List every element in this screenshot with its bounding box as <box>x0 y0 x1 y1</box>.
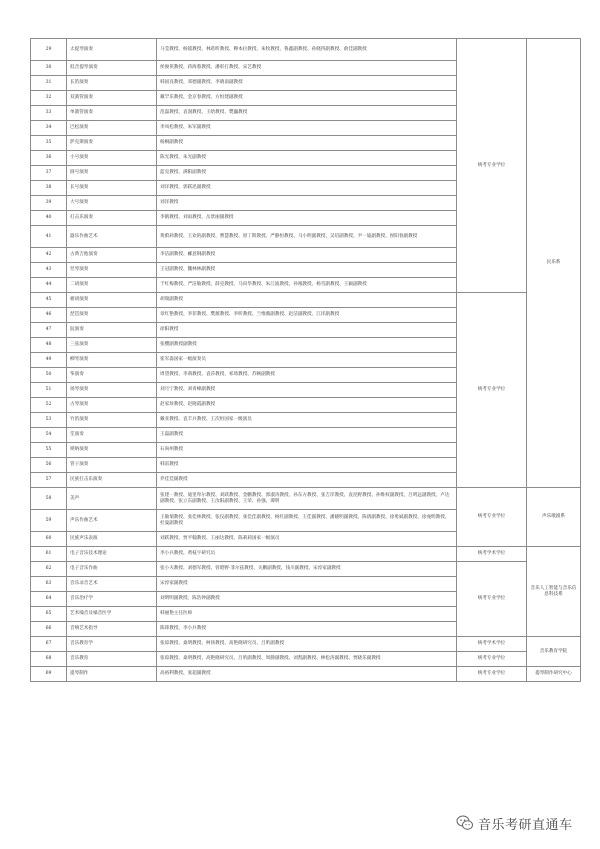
row-number: 62 <box>31 562 67 577</box>
row-number: 64 <box>31 592 67 607</box>
supervisors: 赵家珍教授、赵晓霞副教授 <box>157 398 457 413</box>
research-direction: 音响艺术指导 <box>67 622 157 637</box>
research-direction: 筝演奏 <box>67 368 157 383</box>
row-number: 66 <box>31 622 67 637</box>
supervisors: 马莹教授、杨镭教授、林希昕教授、穆本拉教授、朱牧教授、鲁鑫副教授、孙晓四副教授、俞佳副教授 <box>157 39 457 61</box>
research-direction: 唢呐演奏 <box>67 443 157 458</box>
supervisors: 韩国良教授、邓德副教授、李晓南副教授 <box>157 76 457 91</box>
supervisors: 刘洋教授、郭跃迅副教授 <box>157 181 457 196</box>
research-direction: 柳琴演奏 <box>67 353 157 368</box>
supervisors: 周望教授、李萌教授、袁莎教授、祁琦教授、苏畅副教授 <box>157 368 457 383</box>
department: 提琴制作研究中心 <box>527 667 581 682</box>
research-direction: 民族打击乐演奏 <box>67 473 157 488</box>
row-number: 68 <box>31 652 67 667</box>
research-direction: 长号演奏 <box>67 181 157 196</box>
row-number: 51 <box>31 383 67 398</box>
supervisors: 乔佳佳副教授 <box>157 473 457 488</box>
supervisors: 戴亚教授、袁丰兵教授、王次恒国家一级演员 <box>157 413 457 428</box>
degree-type: 统考专业学位 <box>457 488 527 547</box>
row-number: 42 <box>31 248 67 263</box>
research-direction: 长笛演奏 <box>67 76 157 91</box>
row-number: 41 <box>31 226 67 248</box>
research-direction: 民族声乐表演 <box>67 532 157 547</box>
row-number: 38 <box>31 181 67 196</box>
row-number: 59 <box>31 510 67 532</box>
supervisors: 李凤松教授、朱军副教授 <box>157 121 457 136</box>
supervisors: 黄蔚莉教授、王欢的副教授、曹慧教授、原丁斯教授、严静恒教授、马小明副教授、吴培副教授、尹一迪副教授、侯阳春副教授 <box>157 226 457 248</box>
supervisors: 张琼教授、桑明教授、高艳晓研究员、吕昕副教授、周静副教授、刘凯副教授、林松涛副教授、贾晓乐副教授 <box>157 652 457 667</box>
row-number: 34 <box>31 121 67 136</box>
supervisors: 王磊副教授 <box>157 428 457 443</box>
row-number: 58 <box>31 488 67 510</box>
supervisors: 蓝克教授、满阳副教授 <box>157 166 457 181</box>
row-number: 50 <box>31 368 67 383</box>
degree-type: 统考专业学位 <box>457 667 527 682</box>
research-direction: 音乐录音艺术 <box>67 577 157 592</box>
supervisors: 张琼教授、桑明教授、柯扬教授、高艳晓研究员、吕昕副教授 <box>157 637 457 652</box>
department: 声乐歌剧系 <box>527 488 581 547</box>
row-number: 32 <box>31 91 67 106</box>
table-row <box>31 293 581 308</box>
supervisors: 王敏瑞教授、张佳林教授、张仪副教授、张佳佳副教授、杨红副教授、王佳副教授、潘晓明副教授、陈倩副教授、徐勇斌副教授、徐虔明教授、杜曼副教授 <box>157 510 457 532</box>
row-number: 65 <box>31 607 67 622</box>
research-direction: 器乐作曲艺术 <box>67 226 157 248</box>
row-number: 47 <box>31 323 67 338</box>
research-direction: 二胡演奏 <box>67 278 157 293</box>
research-direction: 打击乐演奏 <box>67 211 157 226</box>
table-row <box>31 547 581 562</box>
research-direction: 巴松演奏 <box>67 121 157 136</box>
research-direction: 单簧管演奏 <box>67 106 157 121</box>
department: 音乐教育学院 <box>527 637 581 667</box>
row-number: 53 <box>31 413 67 428</box>
degree-type: 统考学术学位 <box>457 637 527 652</box>
research-direction: 音乐教育 <box>67 652 157 667</box>
research-direction: 三弦演奏 <box>67 338 157 353</box>
row-number: 48 <box>31 338 67 353</box>
supervisors: 高裕利教授、张超副教授 <box>157 667 457 682</box>
row-number: 35 <box>31 136 67 151</box>
supervisors: 韩雷教授 <box>157 458 457 473</box>
supervisors: 刘跃教授、贾平翰教授、王丽达教授、陈莉莉国家一级演员 <box>157 532 457 547</box>
research-direction: 古典吉他演奏 <box>67 248 157 263</box>
degree-type: 统考专业学位 <box>457 39 527 293</box>
supervisors: 范磊教授、袁润教授、王晗教授、樊巍教授 <box>157 106 457 121</box>
research-direction: 双簧管演奏 <box>67 91 157 106</box>
supervisors: 章红艳教授、李菲教授、樊薇教授、李昕教授、兰维薇副教授、赵洁副教授、江洋副教授 <box>157 308 457 323</box>
supervisors: 徐阳教授 <box>157 323 457 338</box>
row-number: 31 <box>31 76 67 91</box>
supervisors: 刘洋教授 <box>157 196 457 211</box>
supervisors: 张建一教授、迪里拜尔教授、刘跃教授、金鹏教授、郭淑涛教授、孙东方教授、张吉洋教授、袁昆野教授、孙维权副教授、吕明远副教授、卢达副教授、张立东副教授、王汝阳副教授、王荣、孙强、谭明 <box>157 488 457 510</box>
watermark <box>456 812 573 834</box>
supervisors: 刘月宁教授、刘青峰副教授 <box>157 383 457 398</box>
row-number: 36 <box>31 151 67 166</box>
research-direction: 萨克斯演奏 <box>67 136 157 151</box>
research-direction: 笙演奏 <box>67 428 157 443</box>
wechat-icon <box>456 814 474 832</box>
row-number: 55 <box>31 443 67 458</box>
row-number: 60 <box>31 532 67 547</box>
research-direction: 圆号演奏 <box>67 166 157 181</box>
table-body <box>31 39 581 682</box>
degree-type: 统考专业学位 <box>457 293 527 488</box>
research-direction: 电子音乐技术理论 <box>67 547 157 562</box>
research-direction: 音乐教育学 <box>67 637 157 652</box>
research-direction: 美声 <box>67 488 157 510</box>
supervisors: 张小夫教授、刘德军教授、曾昭野·菲尔兹教授、关鹏副教授、钱川副教授、宋淳家副教授 <box>157 562 457 577</box>
row-number: 33 <box>31 106 67 121</box>
supervisors: 侯俊侠教授、蒋海蓉教授、潘彰打教授、宋艺教授 <box>157 61 457 76</box>
supervisors: 崔军淼国家一级演奏员 <box>157 353 457 368</box>
research-direction: 阮演奏 <box>67 323 157 338</box>
supervisors: 杨桐副教授 <box>157 136 457 151</box>
supervisor-table <box>30 38 581 682</box>
supervisors: 宋淳家副教授 <box>157 577 457 592</box>
row-number: 30 <box>31 61 67 76</box>
row-number: 40 <box>31 211 67 226</box>
research-direction: 竹笛演奏 <box>67 413 157 428</box>
row-number: 49 <box>31 353 67 368</box>
department: 音乐人工智能与音乐信息科技系 <box>527 547 581 637</box>
supervisors: 石尚州教授 <box>157 443 457 458</box>
row-number: 44 <box>31 278 67 293</box>
table-row <box>31 488 581 510</box>
supervisors: 陈光教授、朱光副教授 <box>157 151 457 166</box>
row-number: 61 <box>31 547 67 562</box>
row-number: 69 <box>31 667 67 682</box>
degree-type: 统考专业学位 <box>457 562 527 637</box>
row-number: 67 <box>31 637 67 652</box>
table-row <box>31 667 581 682</box>
supervisors: 李鹤教授、刘雨教授、岳景丽副教授 <box>157 211 457 226</box>
supervisors: 刘明明副教授、陈浩钟副教授 <box>157 592 457 607</box>
supervisors: 李小兵教授、黄枝宇研究员 <box>157 547 457 562</box>
research-direction: 扬琴演奏 <box>67 383 157 398</box>
row-number: 37 <box>31 166 67 181</box>
supervisors: 张樱副教授副教授 <box>157 338 457 353</box>
row-number: 63 <box>31 577 67 592</box>
research-direction: 低音提琴演奏 <box>67 61 157 76</box>
supervisors: 王冠副教授、魏林林副教授 <box>157 263 457 278</box>
degree-type: 统考专业学位 <box>457 652 527 667</box>
supervisors: 胡瑞副教授 <box>157 293 457 308</box>
department: 民乐系 <box>527 39 581 488</box>
research-direction: 电子音乐作曲 <box>67 562 157 577</box>
research-direction: 太提琴演奏 <box>67 39 157 61</box>
supervisors: 戴罕乐教授、金京春教授、方恒建副教授 <box>157 91 457 106</box>
research-direction: 音乐治疗学 <box>67 592 157 607</box>
supervisors: 李洁副教授、郦意钢副教授 <box>157 248 457 263</box>
research-direction: 大号演奏 <box>67 196 157 211</box>
row-number: 45 <box>31 293 67 308</box>
supervisors: 陈锋教授、李小兵教授 <box>157 622 457 637</box>
row-number: 39 <box>31 196 67 211</box>
table-row <box>31 652 581 667</box>
degree-type: 统考学术学位 <box>457 547 527 562</box>
supervisors: 韩丽艳主任医师 <box>157 607 457 622</box>
research-direction: 琵琶演奏 <box>67 308 157 323</box>
research-direction: 声乐作曲艺术 <box>67 510 157 532</box>
supervisors: 于红梅教授、严洁敏教授、薛克教授、马向华教授、朱江波教授、孙凰教授、杨雪副教授、王颖副教授 <box>157 278 457 293</box>
table-row <box>31 562 581 577</box>
research-direction: 管子演奏 <box>67 458 157 473</box>
row-number: 56 <box>31 458 67 473</box>
table-row <box>31 637 581 652</box>
research-direction: 艺术嗓音及嗓音医学 <box>67 607 157 622</box>
row-number: 46 <box>31 308 67 323</box>
research-direction: 小号演奏 <box>67 151 157 166</box>
research-direction: 提琴制作 <box>67 667 157 682</box>
row-number: 57 <box>31 473 67 488</box>
row-number: 29 <box>31 39 67 61</box>
row-number: 52 <box>31 398 67 413</box>
research-direction: 古琴演奏 <box>67 398 157 413</box>
row-number: 43 <box>31 263 67 278</box>
table-row <box>31 39 581 61</box>
research-direction: 板胡演奏 <box>67 293 157 308</box>
research-direction: 竖琴演奏 <box>67 263 157 278</box>
row-number: 54 <box>31 428 67 443</box>
watermark-text: 音乐考研直通车 <box>478 817 573 833</box>
